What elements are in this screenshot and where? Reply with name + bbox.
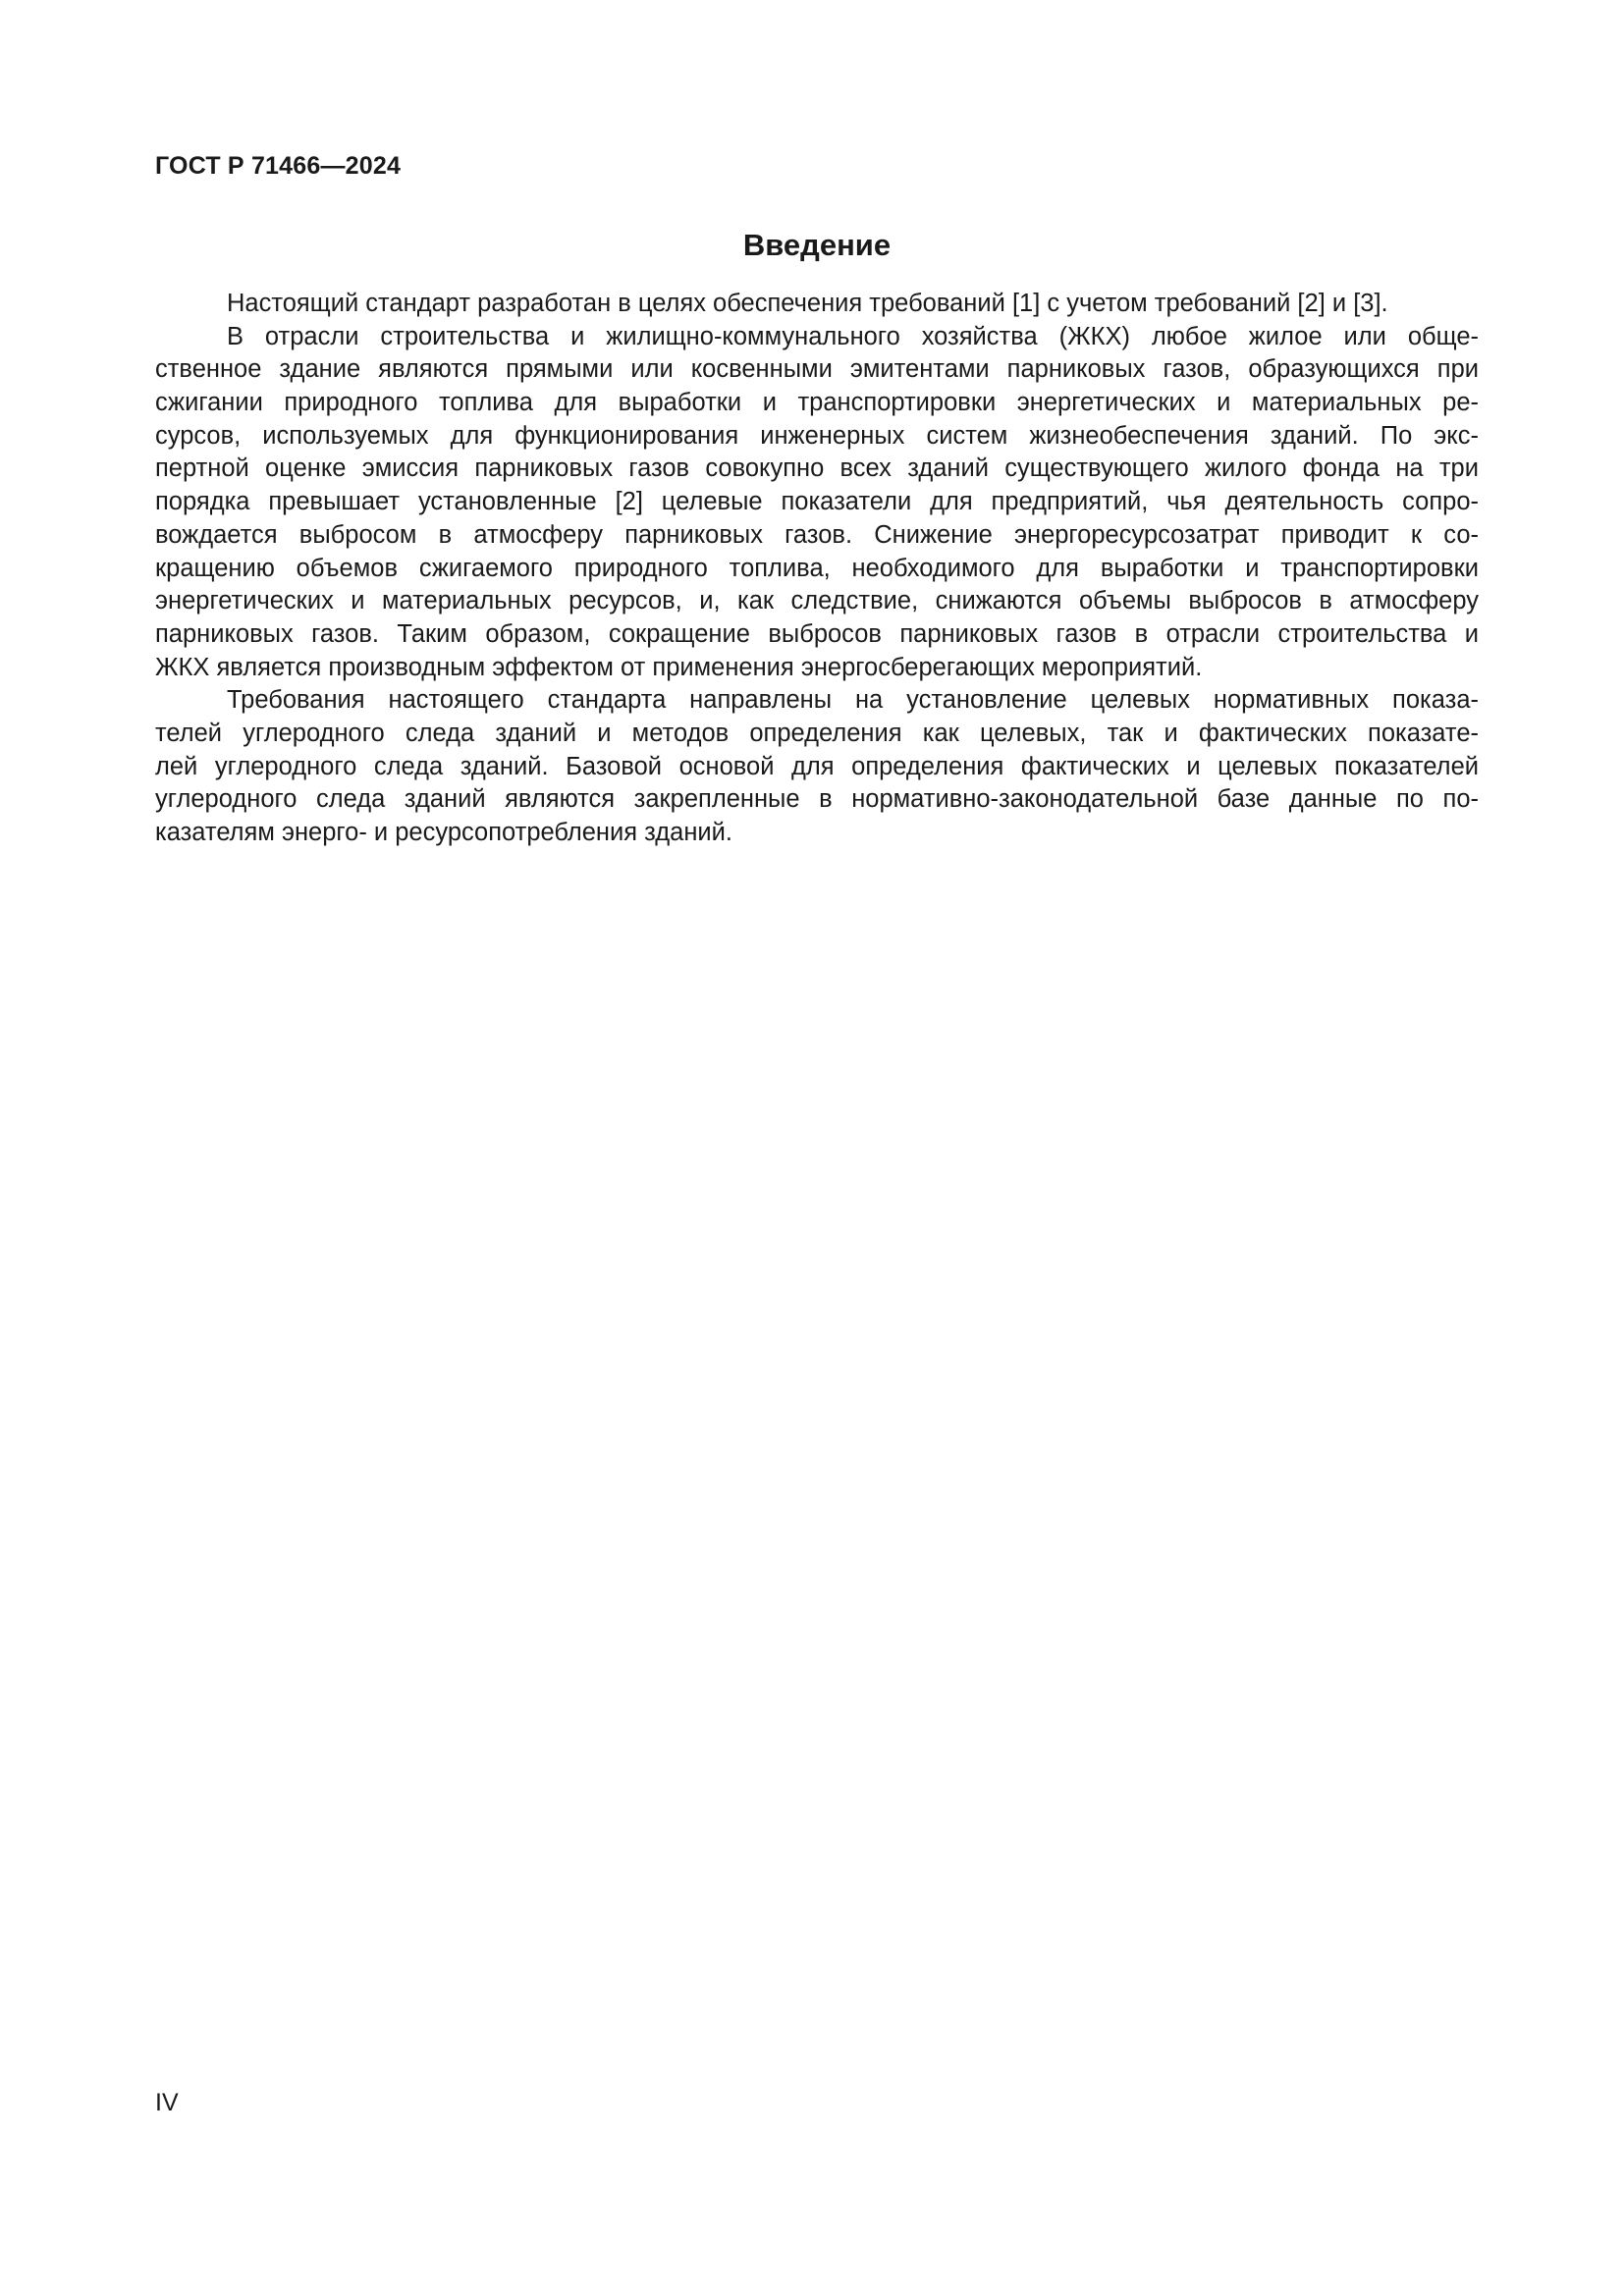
page-number: IV (155, 2089, 179, 2116)
paragraph-2 (155, 321, 1479, 685)
paragraph-line: лей углеродного следа зданий. Базовой основой для определения фактических и целевых показателей (155, 752, 1479, 780)
paragraph-1 (155, 288, 1479, 321)
paragraph-line: порядка превышает установленные [2] целевые показатели для предприятий, чья деятельность сопро- (155, 488, 1479, 516)
paragraph-line: энергетических и материальных ресурсов, и, как следствие, снижаются объемы выбросов в атмосферу (155, 587, 1479, 615)
section-title: Введение (742, 228, 892, 262)
paragraph-line: телей углеродного следа зданий и методов определения как целевых, так и фактических показате- (155, 719, 1479, 747)
paragraph-line: Настоящий стандарт разработан в целях обеспечения требований [1] с учетом требований [2] и [3]. (227, 290, 1388, 317)
paragraph-line: В отрасли строительства и жилищно-коммунального хозяйства (ЖКХ) любое жилое или обще- (227, 322, 1479, 350)
paragraph-line: сжигании природного топлива для выработки и транспортировки энергетических и материальных ре- (155, 389, 1479, 417)
document-header: ГОСТ Р 71466—2024 (155, 152, 402, 180)
paragraph-line: Требования настоящего стандарта направлены на установление целевых нормативных показа- (227, 686, 1479, 715)
paragraph-line: казателям энерго- и ресурсопотребления зданий. (155, 819, 732, 846)
paragraph-line: кращению объемов сжигаемого природного топлива, необходимого для выработки и транспортировки (155, 554, 1479, 582)
paragraph-line: ственное здание являются прямыми или косвенными эмитентами парниковых газов, образующихся при (155, 355, 1479, 384)
paragraph-line: пертной оценке эмиссия парниковых газов совокупно всех зданий существующего жилого фонда на три (155, 454, 1479, 483)
paragraph-3 (155, 684, 1479, 849)
body-text (155, 288, 1479, 850)
paragraph-line: ЖКХ является производным эффектом от применения энергосберегающих мероприятий. (155, 653, 1203, 681)
paragraph-line: углеродного следа зданий являются закрепленные в нормативно-законодательной базе данные по по- (155, 785, 1479, 814)
paragraph-line: сурсов, используемых для функционирования инженерных систем жизнеобеспечения зданий. По экс- (155, 421, 1479, 450)
paragraph-line: вождается выбросом в атмосферу парниковых газов. Снижение энергоресурсозатрат приводит к со- (155, 520, 1479, 549)
paragraph-line: парниковых газов. Таким образом, сокращение выбросов парниковых газов в отрасли строительства и (155, 619, 1479, 648)
